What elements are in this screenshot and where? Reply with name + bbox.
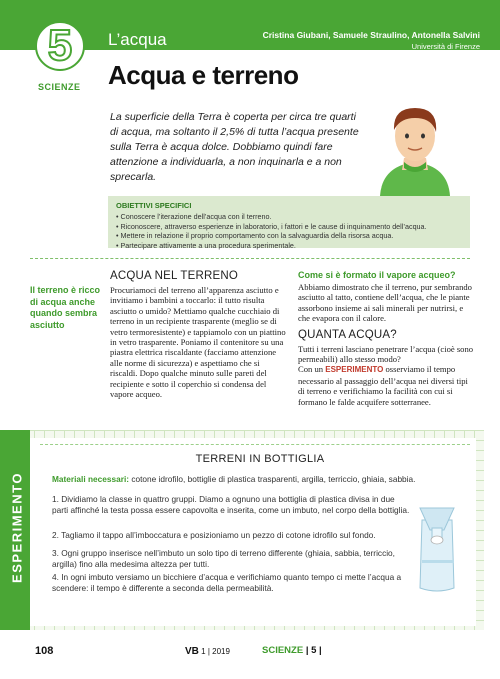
objective-item: • Mettere in relazione il proprio comportamento con la salvaguardia della risorsa acqua. bbox=[116, 231, 394, 240]
footer-subject-name: SCIENZE bbox=[262, 645, 304, 656]
question-heading: Come si è formato il vapore acqueo? bbox=[298, 270, 456, 280]
footer-logo: VB bbox=[185, 646, 199, 657]
university: Università di Firenze bbox=[411, 42, 480, 51]
text-fragment: osserviamo il tempo necessario al passaggio dell’acqua nei diversi tipi di terreno e verifichiamo la facilità con cui si formano le falde acquifere sotterranee. bbox=[298, 364, 468, 407]
footer-issue bbox=[185, 646, 230, 657]
sidenote: Il terreno è ricco di acqua anche quando sembra asciutto bbox=[30, 285, 101, 330]
experiment-link[interactable]: ESPERIMENTO bbox=[325, 365, 384, 375]
body-text: Tutti i terreni lasciano penetrare l’acqua (cioè sono permeabili) allo stesso modo? bbox=[298, 343, 474, 365]
intro-text: La superficie della Terra è coperta per circa tre quarti di acqua, ma soltanto il 2,5% di tutta l’acqua presente sulla Terra è acqua dolce. Dobbiamo quindi fare attenzione a individuarla, a non inquinarla e a non sprecarla. bbox=[110, 111, 359, 183]
bottle-illustration bbox=[412, 500, 462, 595]
section-heading: ACQUA NEL TERRENO bbox=[110, 270, 239, 282]
section-title: L’acqua bbox=[108, 30, 167, 49]
objectives-box bbox=[108, 196, 470, 248]
experiment-step: 1. Dividiamo la classe in quattro gruppi. Diamo a ognuno una bottiglia di plastica divisa in due parti affinché la testa possa essere capovolta e inserita, come un imbuto, nel corpo della bottiglia. bbox=[52, 494, 410, 515]
right-eye bbox=[421, 134, 425, 139]
chapter-badge bbox=[35, 21, 85, 71]
left-eye bbox=[405, 134, 409, 139]
materials bbox=[52, 474, 472, 485]
cotone-piece bbox=[431, 536, 443, 544]
page-number: 108 bbox=[35, 645, 54, 657]
footer-issue-text: 1 | 2019 bbox=[201, 647, 230, 656]
objective-item: • Conoscere l’iterazione dell’acqua con il terreno. bbox=[116, 212, 272, 221]
footer-subject bbox=[262, 645, 322, 656]
materials-text: cotone idrofilo, bottiglie di plastica trasparenti, argilla, terriccio, ghiaia, sabbia. bbox=[131, 474, 416, 484]
materials-label: Materiali necessari: bbox=[52, 474, 130, 484]
divider bbox=[30, 258, 470, 259]
footer-subject-num: | 5 | bbox=[305, 645, 322, 656]
objective-item: • Partecipare attivamente a una procedura sperimentale. bbox=[116, 240, 296, 250]
column-1 bbox=[110, 270, 288, 399]
section-label: SCIENZE bbox=[38, 82, 81, 92]
authors: Cristina Giubani, Samuele Straulino, Antonella Salvini bbox=[262, 30, 480, 40]
experiment-tab-label: ESPERIMENTO bbox=[9, 472, 25, 583]
chapter-number: 5 bbox=[47, 21, 73, 70]
experiment-title: TERRENI IN BOTTIGLIA bbox=[195, 453, 325, 465]
body-text: Procuriamoci del terreno all’apparenza asciutto e invitiamo i bambini a toccarlo: il tutto risulta asciutto o umido? Mettiamo qualche cucchiaio di terreno in un recipiente trasparente (meglio se di vetro termoresistente) e tappiamolo con un piattino in vetro trasparente. Poniamo il contenitore su una piastra elettrica riscaldante (facciamo attenzione alle norme di sicurezza) e aspettiamo che si riscaldi. Dopo qualche minuto sulle pareti del recipiente e sotto il coperchio si condensa del vapore acqueo. bbox=[110, 285, 286, 400]
experiment-step: 2. Tagliamo il tappo all’imboccatura e posizioniamo un pezzo di cotone idrofilo sul fondo. bbox=[52, 530, 376, 540]
section-heading: QUANTA ACQUA? bbox=[298, 328, 397, 341]
experiment-step: 4. In ogni imbuto versiamo un bicchiere d’acqua e verifichiamo quanto tempo ci mette l’acqua a scendere: il tempo è differente a seconda della permeabilità. bbox=[52, 572, 402, 593]
bottle-ridge bbox=[422, 560, 454, 563]
experiment-step: 3. Ogni gruppo inserisce nell’imbuto un solo tipo di terreno differente (ghiaia, sabbia, terriccio, argilla) fino alla medesima altezza per tutti. bbox=[52, 548, 395, 569]
page-title: Acqua e terreno bbox=[108, 60, 299, 90]
body-text bbox=[298, 364, 474, 407]
body-text: Abbiamo dimostrato che il terreno, pur sembrando asciutto al tatto, contiene dell’acqua, che le piante assorbono insieme ai sali minerali per nutrirsi, e che evapora con il calore. bbox=[298, 282, 472, 324]
teacher-illustration bbox=[360, 100, 470, 196]
divider bbox=[40, 444, 470, 445]
objectives-title: OBIETTIVI SPECIFICI bbox=[116, 201, 192, 210]
objective-item: • Riconoscere, attraverso esperienze in laboratorio, i fattori e le cause di inquinamento dell’acqua. bbox=[116, 221, 427, 231]
text-fragment: Con un bbox=[298, 364, 324, 375]
column-2 bbox=[298, 270, 474, 407]
